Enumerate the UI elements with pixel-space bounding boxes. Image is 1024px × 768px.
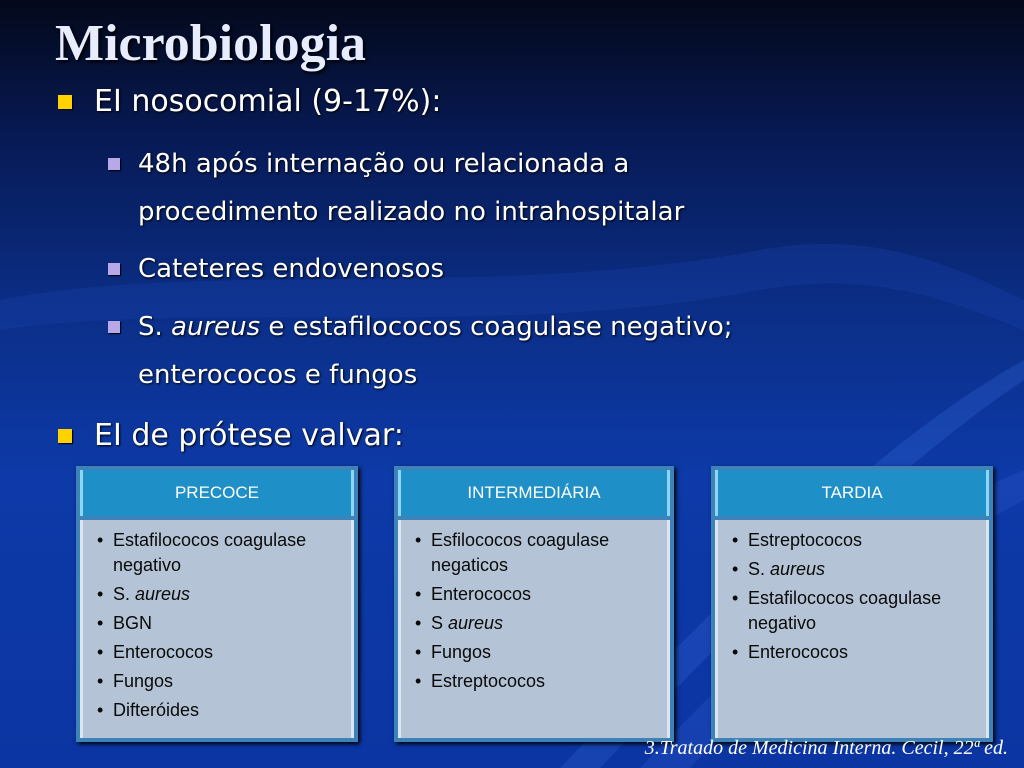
sub-bullet-48h (108, 140, 908, 236)
square-bullet-icon (58, 429, 72, 443)
box-tardia-list (730, 528, 976, 665)
sub-bullet-aureus-line1 (108, 303, 908, 351)
slide-title: Microbiologia (55, 15, 367, 72)
list-item-italic: aureus (770, 559, 826, 579)
list-item: • Estafilococos coagulase negativo (95, 528, 341, 578)
bullet-protese (58, 418, 404, 453)
list-item: • Esfilococos coagulase negaticos (413, 528, 657, 578)
list-item: • Estreptococos (413, 669, 657, 694)
box-tardia-header: TARDIA (715, 470, 989, 516)
list-item (730, 557, 976, 582)
sub-bullet-aureus-italic: aureus (171, 312, 261, 342)
list-item (95, 582, 341, 607)
box-intermediaria-header: INTERMEDIÁRIA (398, 470, 670, 516)
list-item: • BGN (95, 611, 341, 636)
sub-bullet-48h-line2: procedimento realizado no intrahospitalar (138, 197, 685, 227)
sub-bullet-cateteres (108, 245, 908, 293)
sub-bullet-aureus-suffix: e estafilococos coagulase negativo; (260, 312, 733, 342)
list-item: • Enterococos (413, 582, 657, 607)
box-tardia-body (715, 520, 989, 738)
box-precoce-list (95, 528, 341, 723)
list-item-italic: aureus (448, 613, 504, 633)
sub-bullet-cateteres-text: Cateteres endovenosos (138, 254, 445, 284)
list-item: • Difteróides (95, 698, 341, 723)
box-precoce-body (80, 520, 354, 738)
bullet-nosocomial (58, 84, 441, 119)
citation-footer: 3.Tratado de Medicina Interna. Cecil, 22ª ed. (644, 737, 1008, 759)
list-item-prefix: S (431, 613, 449, 633)
box-intermediaria-body (398, 520, 670, 738)
list-item: • Fungos (413, 640, 657, 665)
list-item: • Enterococos (730, 640, 976, 665)
sub-bullet-aureus-line2: enterococos e fungos (138, 360, 418, 390)
sub-bullet-48h-line1: 48h após internação ou relacionada a (138, 149, 630, 179)
list-item-italic: aureus (135, 584, 191, 604)
list-item: • Estreptococos (730, 528, 976, 553)
list-item (413, 611, 657, 636)
box-precoce (76, 466, 358, 742)
square-bullet-icon (108, 158, 120, 170)
box-tardia (711, 466, 993, 742)
box-intermediaria-list (413, 528, 657, 694)
list-item: • Fungos (95, 669, 341, 694)
square-bullet-icon (58, 95, 72, 109)
square-bullet-icon (108, 321, 120, 333)
bullet-nosocomial-text: EI nosocomial (9-17%): (94, 84, 442, 119)
list-item: • Estafilococos coagulase negativo (730, 586, 976, 636)
box-precoce-header: PRECOCE (80, 470, 354, 516)
sub-bullet-aureus (108, 303, 908, 399)
square-bullet-icon (108, 263, 120, 275)
sub-bullet-aureus-prefix: S. (138, 312, 172, 342)
list-item-prefix: S. (113, 584, 136, 604)
list-item: • Enterococos (95, 640, 341, 665)
box-intermediaria (394, 466, 674, 742)
list-item-prefix: S. (748, 559, 771, 579)
bullet-protese-text: EI de prótese valvar: (94, 418, 404, 453)
